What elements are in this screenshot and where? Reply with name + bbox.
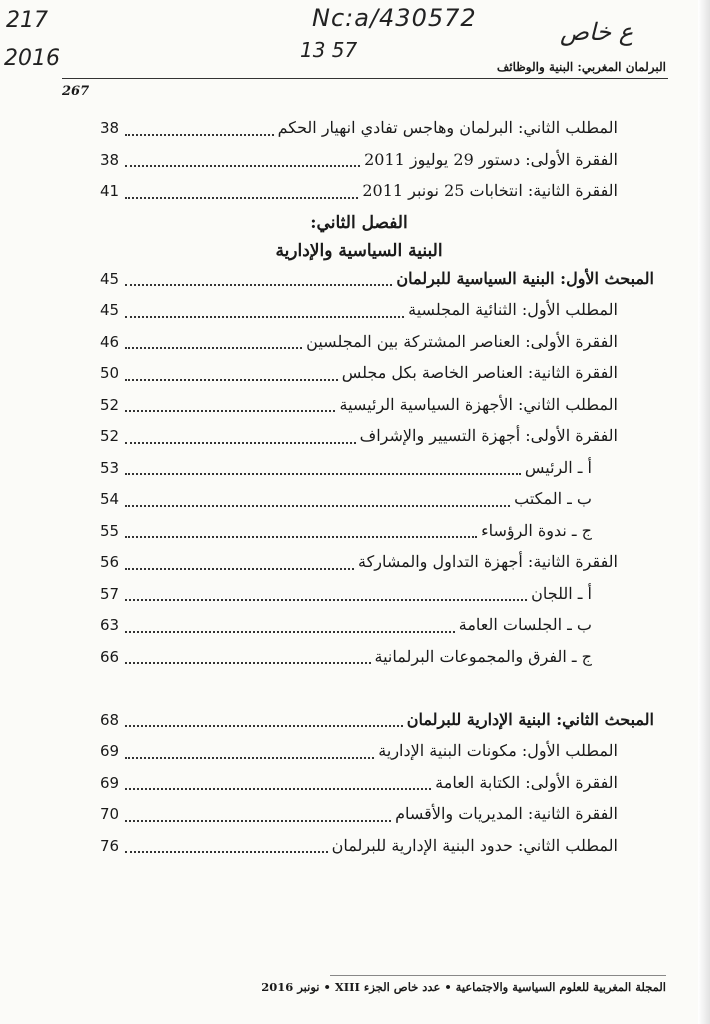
toc-entry (100, 422, 618, 454)
dot-leader (125, 568, 354, 570)
toc-entry-title: المطلب الثاني: الأجهزة السياسية الرئيسية (339, 394, 618, 414)
toc-page-number: 45 (100, 269, 120, 288)
toc-entry (100, 517, 618, 549)
dot-leader (125, 442, 356, 444)
dot-leader (125, 788, 431, 790)
running-header: البرلمان المغربي: البنية والوظائف (496, 60, 666, 74)
handwritten-call-number: Nc:a/430572 (312, 4, 477, 32)
toc-page-number: 52 (100, 395, 120, 414)
toc-page-number: 54 (100, 490, 120, 508)
toc-entry-title: المطلب الثاني: البرلمان وهاجس تفادي انهيار الحكم (277, 118, 618, 137)
toc-page-number: 50 (100, 364, 120, 382)
toc-entry (100, 548, 618, 580)
toc-entry (100, 643, 618, 675)
toc-entry (100, 800, 618, 832)
toc-entry-title: ب ـ الجلسات العامة (458, 615, 592, 634)
toc-entry (100, 359, 618, 391)
dot-leader (125, 284, 392, 286)
toc-page-number: 57 (100, 584, 120, 603)
chapter-heading: البنية السياسية والإدارية (275, 240, 443, 261)
toc-page-number: 70 (100, 805, 120, 823)
toc-entry-title: أ ـ الرئيس (524, 457, 592, 477)
toc-entry-title: الفقرة الأولى: دستور 29 يوليوز 2011 (364, 149, 618, 169)
toc-entry (100, 296, 618, 328)
spacer (100, 674, 618, 706)
toc-entry (100, 769, 618, 801)
toc-entry-title: المطلب الأول: مكونات البنية الإدارية (378, 741, 618, 760)
toc-entry-title: أ ـ اللجان (531, 583, 592, 603)
toc-entry (100, 454, 618, 486)
toc-page-number: 66 (100, 647, 120, 666)
toc-page-number: 56 (100, 553, 120, 571)
toc-page-number: 52 (100, 427, 120, 445)
toc-entry-title: ب ـ المكتب (514, 489, 592, 508)
toc-entry-title: المطلب الثاني: حدود البنية الإدارية للبرلمان (331, 835, 618, 855)
dot-leader (125, 662, 371, 664)
dot-leader (125, 851, 328, 853)
dot-leader (125, 134, 274, 136)
toc-entry (100, 737, 618, 769)
header-rule (62, 78, 668, 79)
toc-entry-title: المطلب الأول: الثنائية المجلسية (408, 300, 618, 319)
toc-entry-title: الفقرة الثانية: أجهزة التداول والمشاركة (358, 552, 618, 571)
dot-leader (125, 725, 403, 727)
toc-entry-title: المبحث الثاني: البنية الإدارية للبرلمان (406, 709, 654, 729)
footer-rule (330, 975, 666, 976)
toc-entry-title: الفقرة الثانية: المديريات والأقسام (395, 804, 618, 823)
toc-page-number: 38 (100, 119, 120, 137)
toc-entry-title: الفقرة الأولى: أجهزة التسيير والإشراف (359, 426, 618, 445)
toc-entry (100, 485, 618, 517)
dot-leader (125, 599, 527, 601)
chapter-heading: الفصل الثاني: (310, 212, 408, 233)
dot-leader (125, 820, 391, 822)
handwritten-note: 2016 (4, 46, 60, 71)
toc-page-number: 69 (100, 742, 120, 760)
toc-page-number: 45 (100, 301, 120, 319)
page-edge (698, 0, 710, 1024)
toc-entry-title: ج ـ ندوة الرؤساء (481, 520, 592, 540)
toc-page-number: 41 (100, 182, 120, 200)
handwritten-note: ع خاص (560, 18, 634, 46)
toc-entry (100, 611, 618, 643)
toc-entry (100, 328, 618, 360)
toc-entry (100, 177, 618, 209)
dot-leader (125, 347, 302, 349)
dot-leader (125, 410, 335, 412)
toc-page-number: 63 (100, 616, 120, 634)
toc-entry (100, 146, 618, 178)
page-number: 267 (62, 84, 90, 99)
toc-page-number: 53 (100, 458, 120, 477)
toc-page-number: 68 (100, 710, 120, 729)
toc-entry (100, 265, 654, 297)
toc-entry (100, 114, 618, 146)
dot-leader (125, 757, 374, 759)
toc-page-number: 46 (100, 332, 120, 351)
toc-entry-title: ج ـ الفرق والمجموعات البرلمانية (374, 646, 592, 666)
handwritten-note: 13 57 (300, 38, 358, 62)
table-of-contents (100, 114, 654, 863)
toc-entry-title: المبحث الأول: البنية السياسية للبرلمان (396, 268, 654, 288)
toc-entry-title: الفقرة الثانية: العناصر الخاصة بكل مجلس (341, 363, 618, 382)
dot-leader (125, 473, 521, 475)
toc-entry (100, 391, 618, 423)
dot-leader (125, 316, 404, 318)
toc-entry (100, 706, 654, 738)
dot-leader (125, 505, 510, 507)
toc-page-number: 55 (100, 521, 120, 540)
toc-entry (100, 832, 618, 864)
toc-page-number: 76 (100, 836, 120, 855)
dot-leader (125, 165, 360, 167)
toc-entry-title: الفقرة الأولى: العناصر المشتركة بين المجلسين (306, 331, 618, 351)
toc-entry-title: الفقرة الأولى: الكتابة العامة (435, 772, 618, 792)
toc-entry (100, 580, 618, 612)
handwritten-note: 217 (6, 8, 48, 33)
dot-leader (125, 536, 477, 538)
toc-page-number: 38 (100, 150, 120, 169)
dot-leader (125, 379, 338, 381)
toc-page-number: 69 (100, 773, 120, 792)
toc-entry-title: الفقرة الثانية: انتخابات 25 نونبر 2011 (362, 181, 618, 200)
dot-leader (125, 631, 455, 633)
journal-footer: المجلة المغربية للعلوم السياسية والاجتماعية • عدد خاص الجزء XIII • نونبر 2016 (261, 980, 666, 994)
dot-leader (125, 197, 358, 199)
